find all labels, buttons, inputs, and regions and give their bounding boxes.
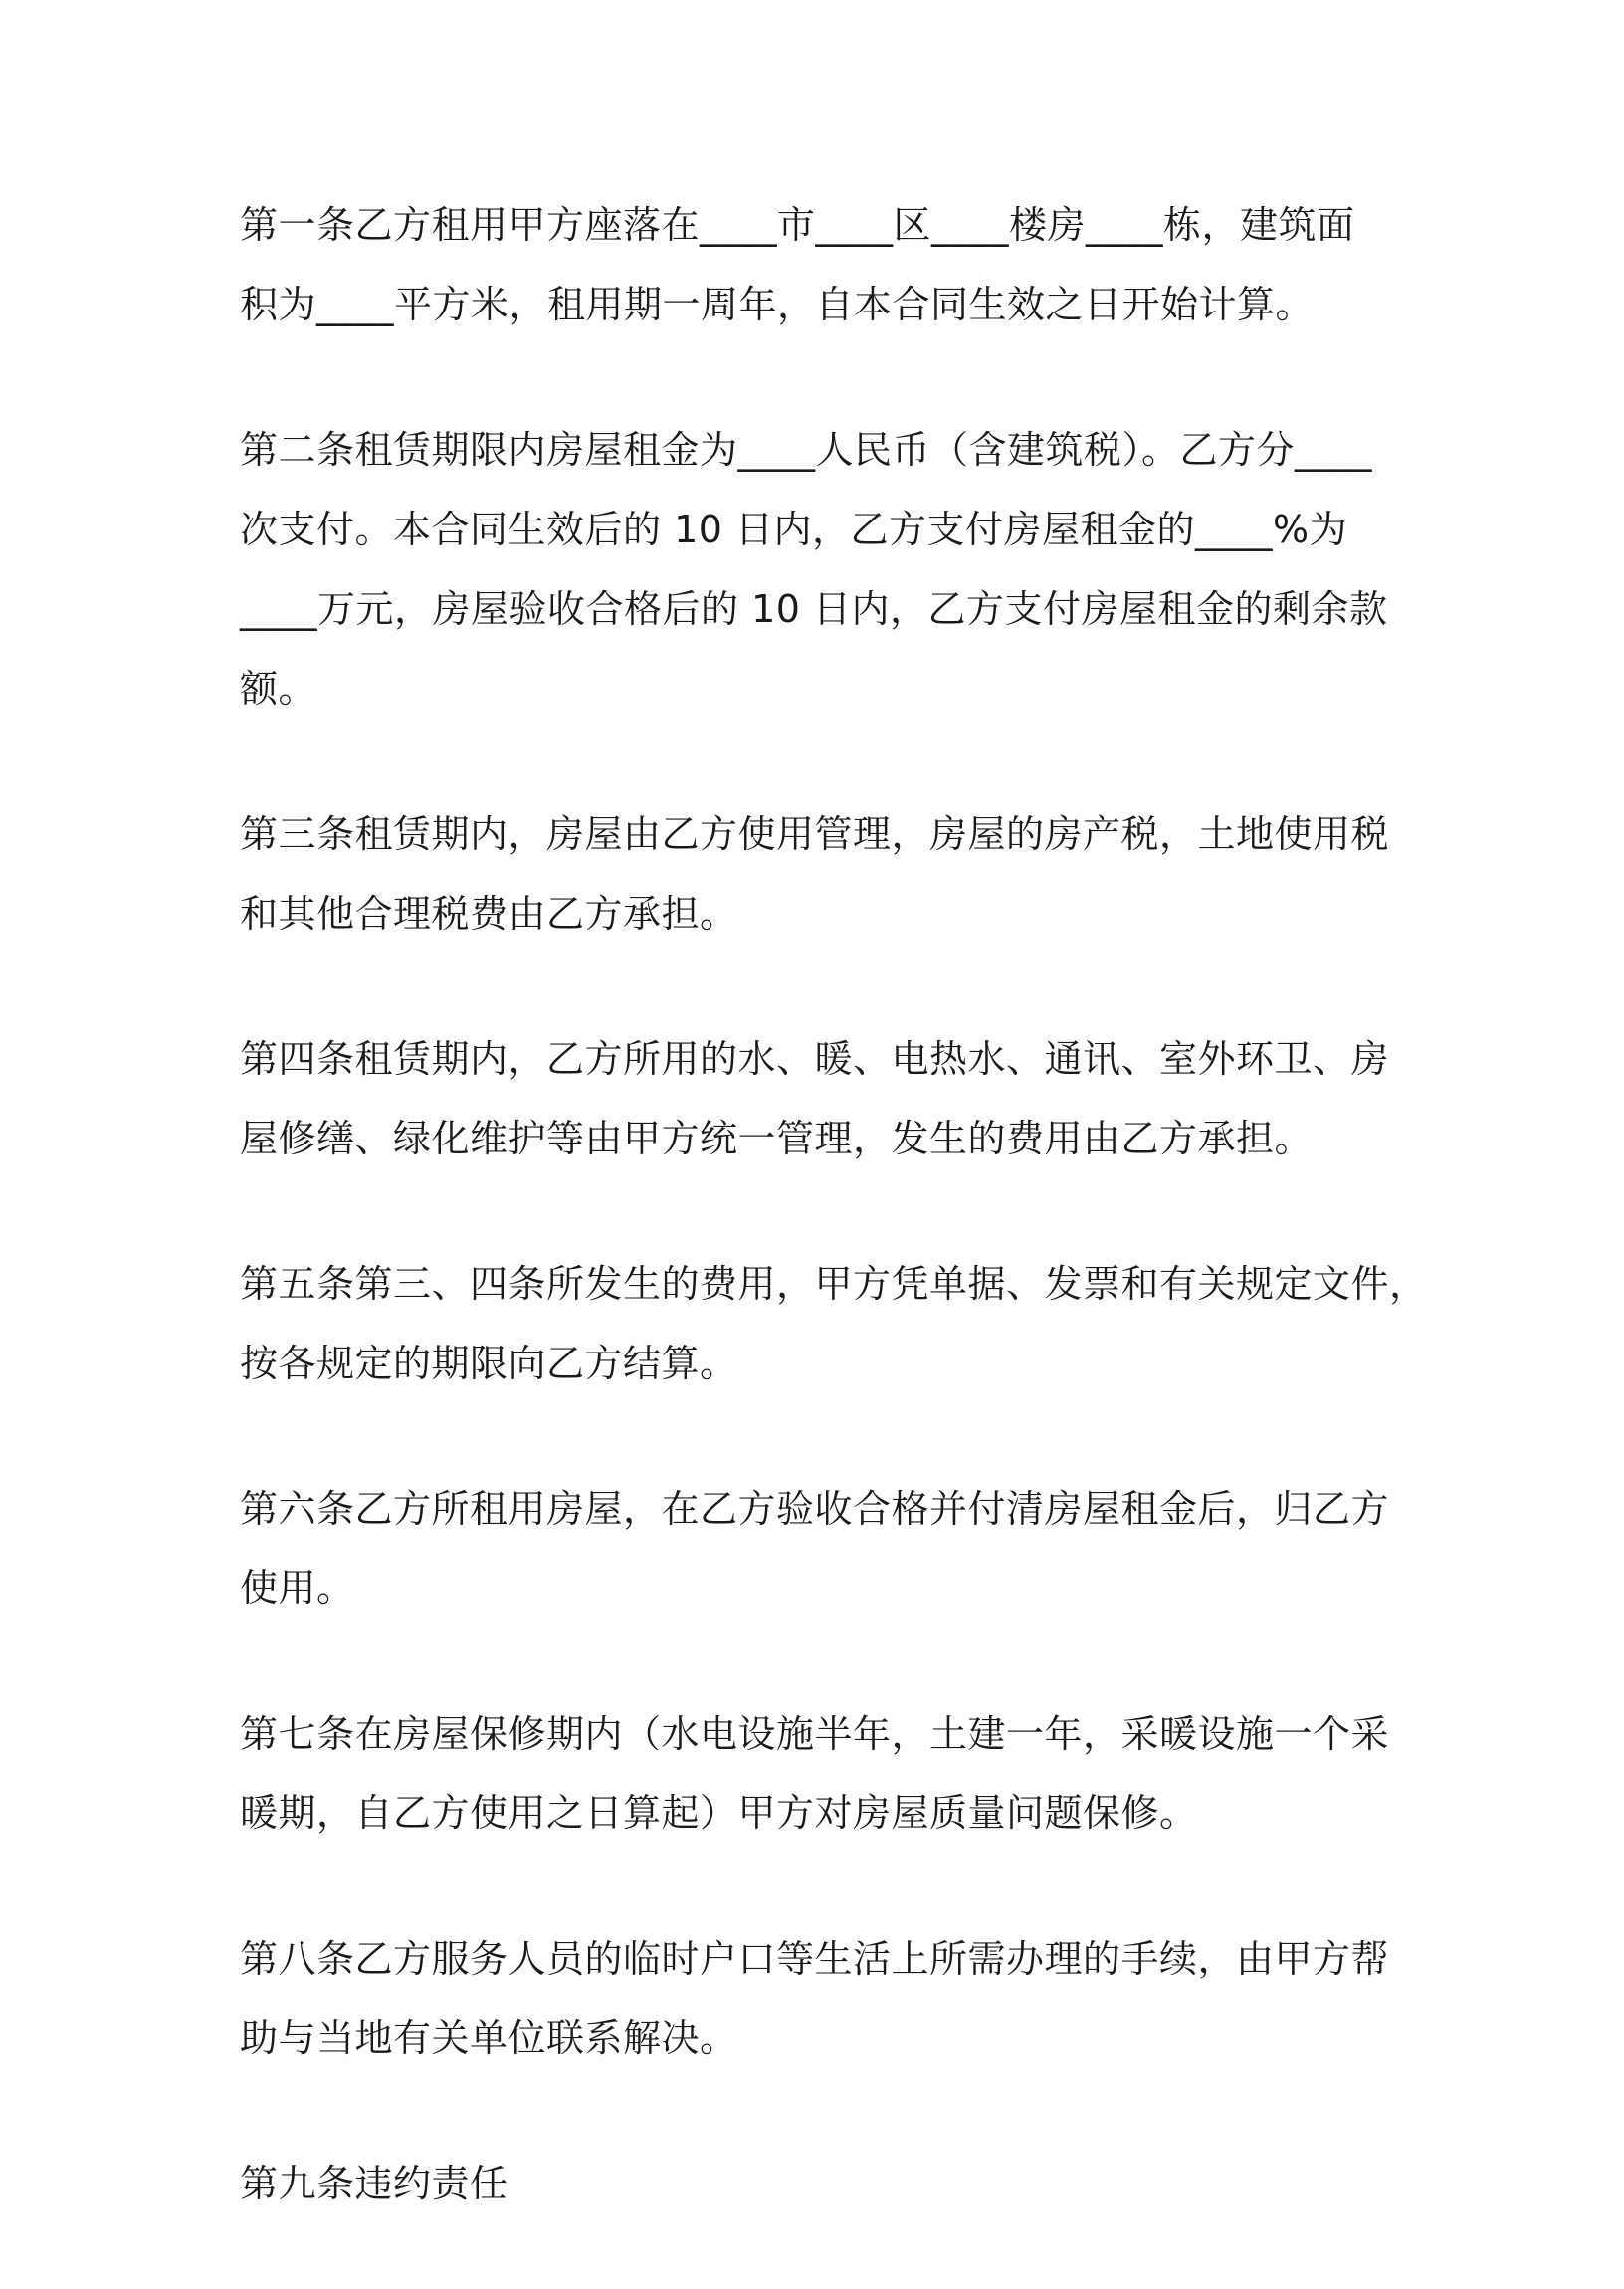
clause-6 [240,1469,1390,1628]
clause-line: 助与当地有关单位联系解决。 [240,2016,738,2060]
clause-line: 暖期，自乙方使用之日算起）甲方对房屋质量问题保修。 [240,1791,1198,1835]
clause-line: 屋修缮、绿化维护等由甲方统一管理，发生的费用由乙方承担。 [240,1117,1314,1160]
clause-line: 第八条乙方服务人员的临时户口等生活上所需办理的手续，由甲方帮 [240,1937,1390,1980]
clause-line: 额。 [240,667,317,711]
clause-8 [240,1919,1390,2078]
clause-line: 第六条乙方所租用房屋，在乙方验收合格并付清房屋租金后，归乙方 [240,1487,1390,1531]
clause-line: 第五条第三、四条所发生的费用，甲方凭单据、发票和有关规定文件， [240,1262,1428,1306]
clause-line: 使用。 [240,1566,355,1610]
clause-line: 第七条在房屋保修期内（水电设施半年，土建一年，采暖设施一个采 [240,1712,1390,1756]
clause-line: 第二条租赁期限内房屋租金为____人民币（含建筑税）。乙方分____ [240,428,1373,472]
clause-line: 第三条租赁期内，房屋由乙方使用管理，房屋的房产税，土地使用税 [240,812,1390,856]
clause-line: 第一条乙方租用甲方座落在____市____区____楼房____栋，建筑面 [240,203,1355,247]
document-page [240,185,1428,2289]
clause-line: 第四条租赁期内，乙方所用的水、暖、电热水、通讯、室外环卫、房 [240,1037,1390,1081]
clause-line: 次支付。本合同生效后的 10 日内，乙方支付房屋租金的____%为 [240,508,1348,551]
clause-line: 积为____平方米，租用期一周年，自本合同生效之日开始计算。 [240,283,1315,326]
clause-9-heading [240,2144,1384,2223]
clause-line: 按各规定的期限向乙方结算。 [240,1342,738,1385]
clause-5 [240,1244,1428,1403]
clause-7 [240,1694,1390,1853]
clause-line: 和其他合理税费由乙方承担。 [240,892,738,936]
clause-4 [240,1019,1390,1178]
clause-line: ____万元，房屋验收合格后的 10 日内，乙方支付房屋租金的剩余款 [240,587,1388,631]
clause-2 [240,410,1388,728]
clause-1 [240,185,1384,344]
clause-3 [240,794,1390,953]
clause-line: 第九条违约责任 [240,2162,508,2205]
